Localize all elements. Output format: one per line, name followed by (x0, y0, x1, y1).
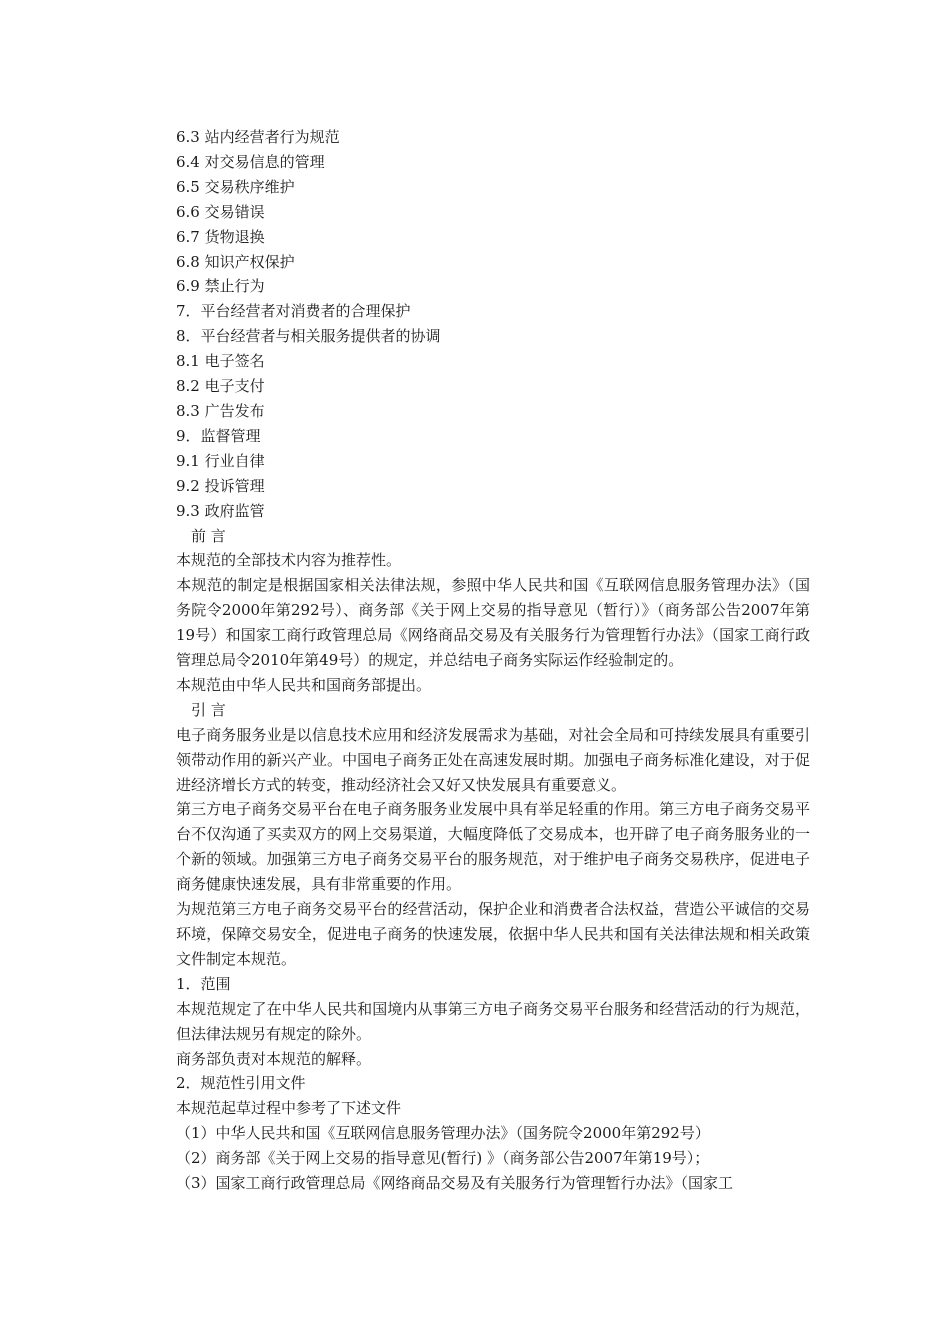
references-section (176, 1071, 810, 1196)
toc-item: 6.6 交易错误 (176, 202, 265, 221)
scope-paragraph: 本规范规定了在中华人民共和国境内从事第三方电子商务交易平台服务和经营活动的行为规范，但法律法规另有规定的除外。 (176, 999, 810, 1043)
document-body (176, 125, 810, 1196)
toc-item: 6.8 知识产权保护 (176, 252, 295, 271)
intro-paragraph: 第三方电子商务交易平台在电子商务服务业发展中具有举足轻重的作用。第三方电子商务交易平台不仅沟通了买卖双方的网上交易渠道，大幅度降低了交易成本，也开辟了电子商务服务业的一个新的领域。加强第三方电子商务交易平台的服务规范，对于维护电子商务交易秩序，促进电子商务健康快速发展，具有非常重要的作用。 (176, 800, 810, 894)
intro-paragraph: 电子商务服务业是以信息技术应用和经济发展需求为基础，对社会全局和可持续发展具有重要引领带动作用的新兴产业。中国电子商务正处在高速发展时期。加强电子商务标准化建设，对于促进经济增长方式的转变，推动经济社会又好又快发展具有重要意义。 (176, 725, 810, 794)
references-heading: 2．规范性引用文件 (176, 1074, 306, 1093)
scope-paragraph: 商务部负责对本规范的解释。 (176, 1049, 372, 1068)
toc-item: 8.3 广告发布 (176, 401, 265, 420)
preface-heading: 前 言 (191, 526, 226, 545)
intro-section (176, 698, 810, 972)
toc-item: 9．监督管理 (176, 426, 261, 445)
reference-item: （3）国家工商行政管理总局《网络商品交易及有关服务行为管理暂行办法》（国家工 (176, 1174, 734, 1193)
toc-item: 6.3 站内经营者行为规范 (176, 128, 340, 146)
intro-paragraph: 为规范第三方电子商务交易平台的经营活动，保护企业和消费者合法权益，营造公平诚信的交易环境，保障交易安全，促进电子商务的快速发展，依据中华人民共和国有关法律法规和相关政策文件制定本规范。 (176, 900, 810, 968)
toc-item: 8.1 电子签名 (176, 352, 265, 371)
toc-item: 6.5 交易秩序维护 (176, 177, 295, 196)
toc-item: 8.2 电子支付 (176, 377, 265, 396)
toc-item: 9.1 行业自律 (176, 451, 265, 470)
toc-item: 6.4 对交易信息的管理 (176, 152, 325, 171)
scope-section (176, 972, 810, 1072)
reference-item: （2）商务部《关于网上交易的指导意见(暂行) 》（商务部公告2007年第19号）； (176, 1149, 710, 1168)
preface-paragraph: 本规范由中华人民共和国商务部提出。 (176, 675, 432, 694)
toc-item: 8．平台经营者与相关服务提供者的协调 (176, 327, 441, 346)
preface-section (176, 524, 810, 698)
toc-item: 6.7 货物退换 (176, 227, 265, 246)
toc-item: 9.3 政府监管 (176, 501, 265, 520)
scope-heading: 1．范围 (176, 974, 231, 993)
toc-item: 7．平台经营者对消费者的合理保护 (176, 302, 411, 321)
preface-paragraph: 本规范的全部技术内容为推荐性。 (176, 551, 402, 570)
intro-heading: 引 言 (191, 700, 226, 719)
table-of-contents (176, 125, 810, 524)
toc-item: 9.2 投诉管理 (176, 476, 265, 495)
reference-item: （1）中华人民共和国《互联网信息服务管理办法》（国务院令2000年第292号） (176, 1124, 710, 1143)
preface-paragraph: 本规范的制定是根据国家相关法律法规，参照中华人民共和国《互联网信息服务管理办法》（国务院令2000年第292号）、商务部《关于网上交易的指导意见（暂行）》（商务部公告2007年第19号）和国家工商行政管理总局《网络商品交易及有关服务行为管理暂行办法》（国家工商行政管理总局令2010年第49号）的规定，并总结电子商务实际运作经验制定的。 (176, 576, 810, 670)
toc-item: 6.9 禁止行为 (176, 277, 265, 296)
references-paragraph: 本规范起草过程中参考了下述文件 (176, 1099, 402, 1118)
